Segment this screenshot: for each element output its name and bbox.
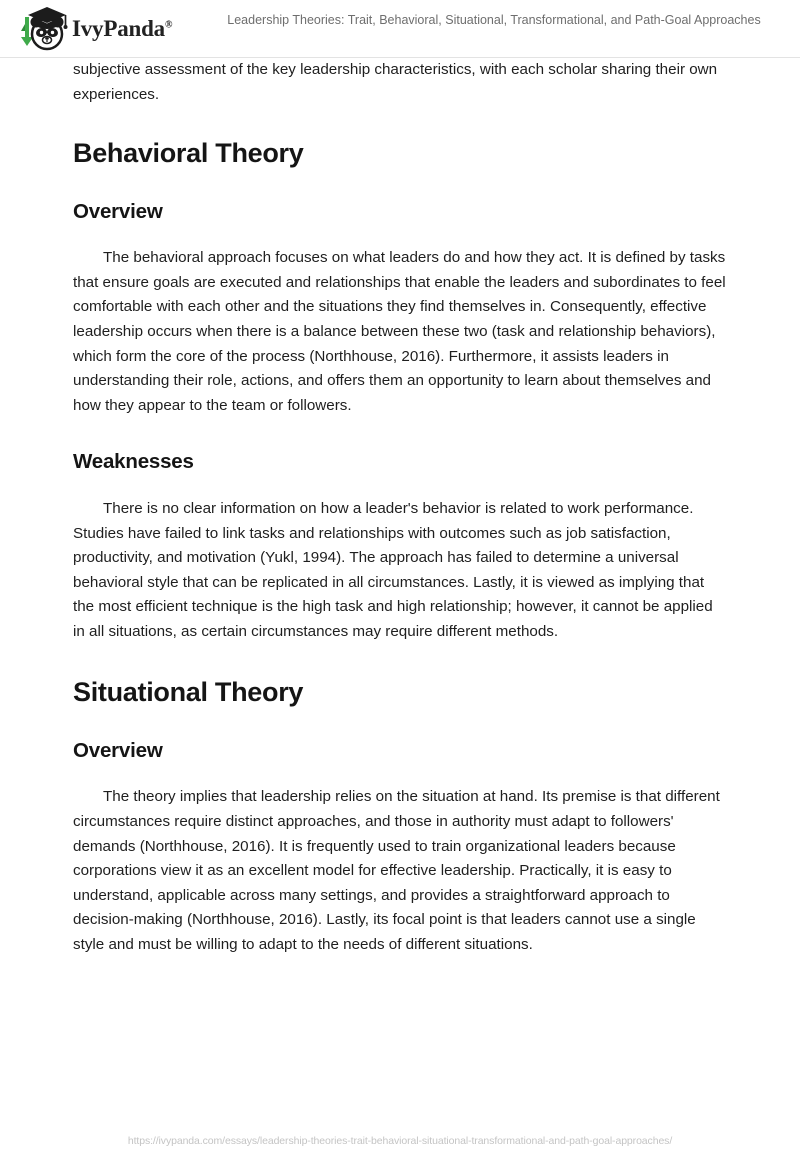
section-heading-behavioral-theory: Behavioral Theory	[73, 138, 304, 169]
brand-name-text: IvyPanda	[72, 15, 165, 41]
brand-name	[72, 16, 172, 42]
spacer	[73, 763, 727, 785]
page-header	[0, 0, 800, 58]
section-heading-situational-theory: Situational Theory	[73, 677, 304, 708]
spacer	[73, 644, 727, 676]
lead-paragraph: subjective assessment of the key leadership characteristics, with each scholar sharing their own experiences.	[73, 61, 718, 103]
spacer	[73, 418, 727, 450]
spacer	[73, 170, 727, 200]
brand-logo[interactable]	[16, 6, 206, 52]
panda-graduate-logo-icon	[16, 6, 68, 52]
document-content	[73, 58, 727, 958]
subsection-heading-situational-overview: Overview	[73, 738, 163, 762]
paragraph-behavioral-weaknesses: There is no clear information on how a leader's behavior is related to work performance. Studies have failed to link tasks and relationships with outcomes such as job satisfaction, productivity, and motivation (Yukl, 1994). The approach has failed to determine a universal behavioral style that can be replicated in all circumstances. Lastly, it is viewed as implying that the most efficient technique is the high task and high relationship; however, it cannot be applied in all situations, as certain circumstances may require different methods.	[73, 499, 713, 640]
spacer	[73, 709, 727, 739]
registered-mark: ®	[164, 18, 173, 30]
spacer	[73, 107, 727, 137]
paragraph-situational-overview: The theory implies that leadership relies on the situation at hand. Its premise is that different circumstances require distinct approaches, and those in authority must adapt to followers' demands (Northhouse, 2016). It is frequently used to train organizational leaders because corporations view it as an excellent model for effective leadership. Practically, it is easy to understand, applicable across many settings, and provides a straightforward approach to decision-making (Northhouse, 2016). Lastly, its focal point is that leaders cannot use a single style and must be willing to adapt to the needs of different situations.	[73, 788, 720, 954]
subsection-heading-behavioral-overview: Overview	[73, 199, 163, 223]
document-title: Leadership Theories: Trait, Behavioral, Situational, Transformational, and Path-Goal Approaches	[227, 13, 761, 27]
page-footer	[0, 1131, 800, 1149]
subsection-heading-behavioral-weaknesses: Weaknesses	[73, 450, 194, 474]
footer-source-url[interactable]: https://ivypanda.com/essays/leadership-theories-trait-behavioral-situational-transformational-and-path-goal-approaches/	[127, 1135, 673, 1147]
spacer	[73, 224, 727, 246]
spacer	[73, 475, 727, 497]
paragraph-behavioral-overview: The behavioral approach focuses on what leaders do and how they act. It is defined by tasks that ensure goals are executed and relationships that enable the leaders and subordinates to feel comfortable with each other and the situations they find themselves in. Consequently, effective leadership occurs when there is a balance between these two (task and relationship behaviors), which form the core of the process (Northhouse, 2016). Furthermore, it assists leaders in understanding their role, actions, and offers them an opportunity to learn about themselves and how they appear to the team or followers.	[73, 249, 726, 414]
